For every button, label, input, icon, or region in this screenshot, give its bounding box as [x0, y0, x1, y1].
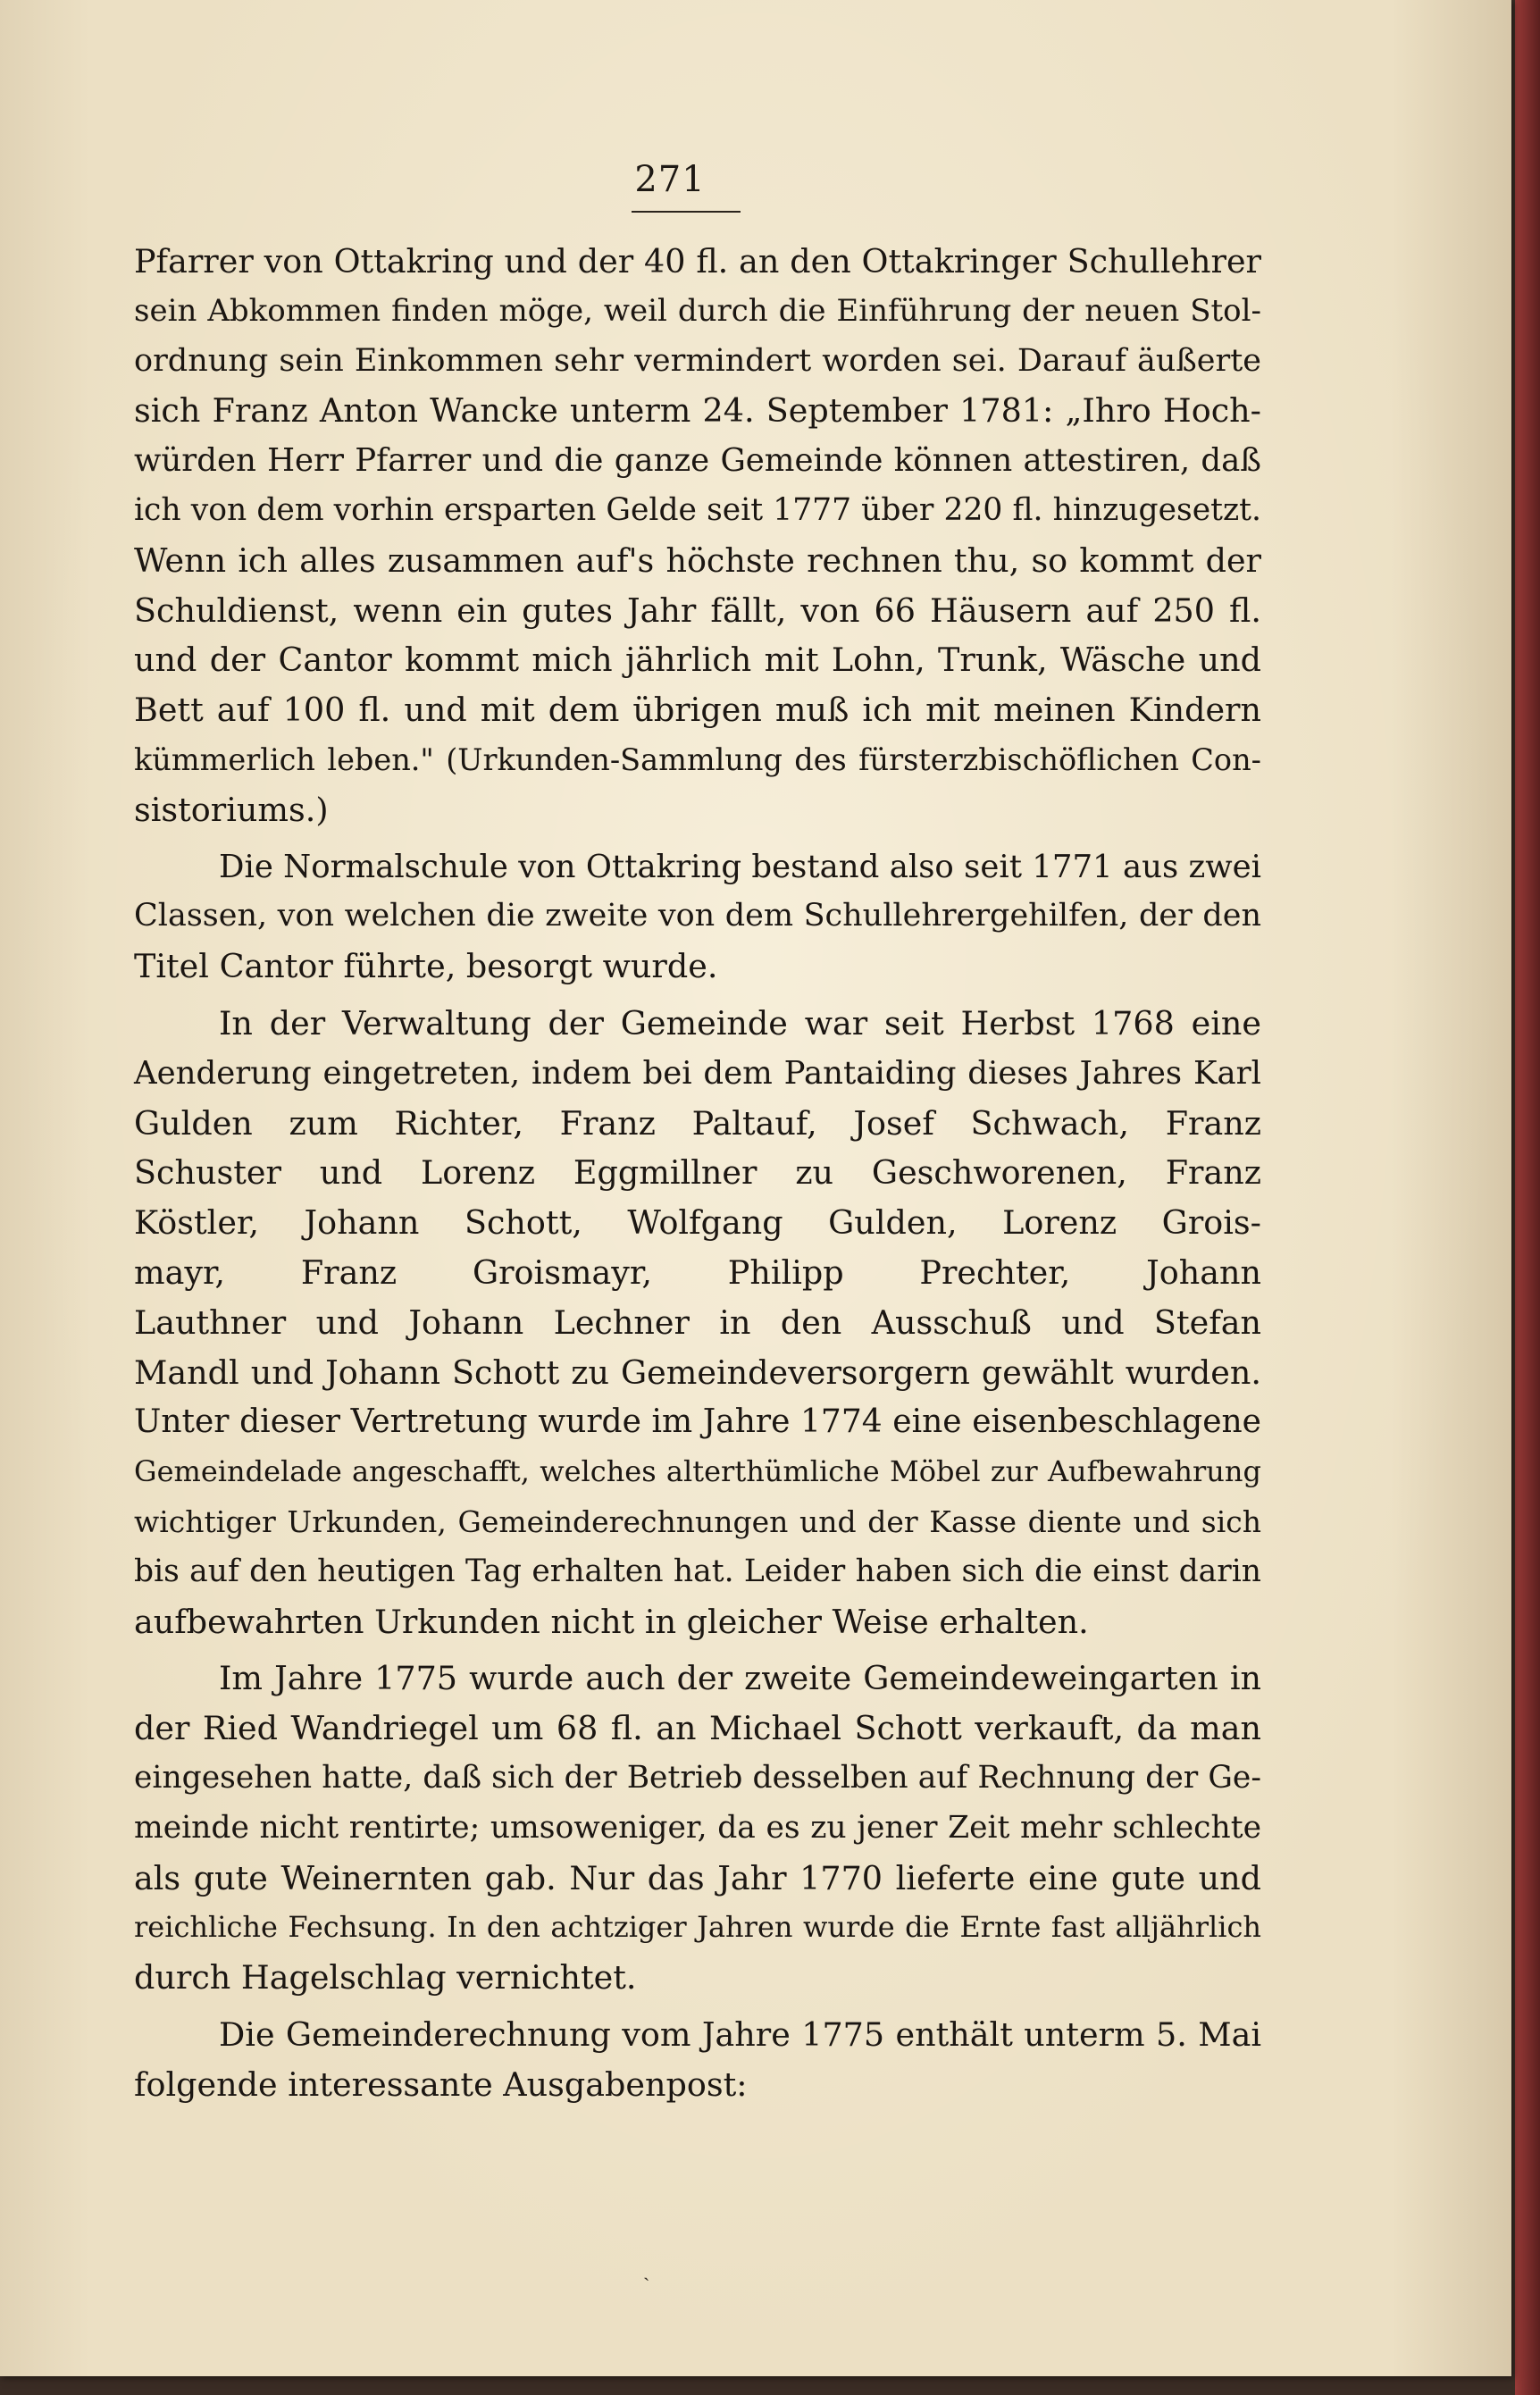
- text-line: Schuster und Lorenz Eggmillner zu Geschworenen, Franz: [134, 1153, 1261, 1193]
- text-line: Pfarrer von Ottakring und der 40 fl. an den Ottakringer Schullehrer: [134, 242, 1261, 281]
- text-line: Lauthner und Johann Lechner in den Ausschuß und Stefan: [134, 1302, 1261, 1342]
- text-line: Gemeindelade angeschafft, welches alterthümliche Möbel zur Aufbewahrung: [134, 1454, 1261, 1489]
- text-line: In der Verwaltung der Gemeinde war seit Herbst 1768 eine: [219, 1003, 1261, 1043]
- text-line: der Ried Wandriegel um 68 fl. an Michael Schott verkauft, da man: [134, 1709, 1261, 1748]
- text-line: würden Herr Pfarrer und die ganze Gemeinde können attestiren, daß: [134, 442, 1261, 480]
- text-line: Köstler, Johann Schott, Wolfgang Gulden, Lorenz Grois-: [134, 1203, 1261, 1243]
- text-line: Aenderung eingetreten, indem bei dem Pantaiding dieses Jahres Karl: [134, 1054, 1261, 1092]
- page-number-rule: [632, 211, 741, 213]
- text-line: Gulden zum Richter, Franz Paltauf, Josef Schwach, Franz: [134, 1103, 1261, 1143]
- paragraph-5: [134, 2010, 1261, 2110]
- text-line: Schuldienst, wenn ein gutes Jahr fällt, von 66 Häusern auf 250 fl.: [134, 590, 1261, 630]
- text-line: Unter dieser Vertretung wurde im Jahre 1774 eine eisenbeschlagene: [134, 1403, 1261, 1441]
- paragraph-3: [134, 999, 1261, 1646]
- text-line: sistoriums.): [134, 790, 329, 829]
- paragraph-2: [134, 842, 1261, 992]
- text-line: Die Gemeinderechnung vom Jahre 1775 enthält unterm 5. Mai: [219, 2014, 1261, 2054]
- text-line: kümmerlich leben." (Urkunden-Sammlung des fürsterzbischöflichen Con-: [134, 741, 1261, 777]
- stray-ink-mark: ˏ: [643, 2259, 650, 2282]
- text-line: als gute Weinernten gab. Nur das Jahr 1770 lieferte eine gute und: [134, 1858, 1261, 1897]
- book-cover-edge: [1515, 0, 1540, 2395]
- text-line: Wenn ich alles zusammen auf's höchste rechnen thu, so kommt der: [134, 540, 1261, 580]
- text-line: Mandl und Johann Schott zu Gemeindeversorgern gewählt wurden.: [134, 1352, 1261, 1392]
- text-line: mayr, Franz Groismayr, Philipp Prechter, Johann: [134, 1252, 1261, 1292]
- text-line: Titel Cantor führte, besorgt wurde.: [134, 947, 718, 986]
- text-line: wichtiger Urkunden, Gemeinderechnungen und der Kasse diente und sich: [134, 1503, 1261, 1539]
- text-line: ich von dem vorhin ersparten Gelde seit 1777 über 220 fl. hinzugesetzt.: [134, 491, 1261, 528]
- text-line: Bett auf 100 fl. und mit dem übrigen muß ich mit meinen Kindern: [134, 691, 1261, 730]
- text-line: meinde nicht rentirte; umsoweniger, da es zu jener Zeit mehr schlechte: [134, 1809, 1261, 1846]
- paragraph-1: [134, 237, 1261, 835]
- text-line: reichliche Fechsung. In den achtziger Jahren wurde die Ernte fast alljährlich: [134, 1910, 1261, 1945]
- text-line: eingesehen hatte, daß sich der Betrieb desselben auf Rechnung der Ge-: [134, 1759, 1261, 1796]
- text-line: durch Hagelschlag vernichtet.: [134, 1958, 637, 1997]
- text-line: und der Cantor kommt mich jährlich mit Lohn, Trunk, Wäsche und: [134, 641, 1261, 680]
- text-line: bis auf den heutigen Tag erhalten hat. Leider haben sich die einst darin: [134, 1553, 1261, 1589]
- text-line: folgende interessante Ausgabenpost:: [134, 2064, 748, 2104]
- text-line: Im Jahre 1775 wurde auch der zweite Gemeindeweingarten in: [219, 1659, 1261, 1698]
- text-line: ordnung sein Einkommen sehr vermindert worden sei. Darauf äußerte: [134, 342, 1261, 379]
- body-text: [134, 237, 1261, 2109]
- page-number: 271: [634, 159, 706, 200]
- text-line: sein Abkommen finden möge, weil durch die Einführung der neuen Stol-: [134, 292, 1261, 329]
- paragraph-4: [134, 1654, 1261, 2003]
- text-line: aufbewahrten Urkunden nicht in gleicher Weise erhalten.: [134, 1602, 1089, 1641]
- text-line: sich Franz Anton Wancke unterm 24. September 1781: „Ihro Hoch-: [134, 391, 1261, 431]
- text-line: Die Normalschule von Ottakring bestand also seit 1771 aus zwei: [219, 848, 1261, 885]
- text-line: Classen, von welchen die zweite von dem Schullehrergehilfen, der den: [134, 898, 1261, 934]
